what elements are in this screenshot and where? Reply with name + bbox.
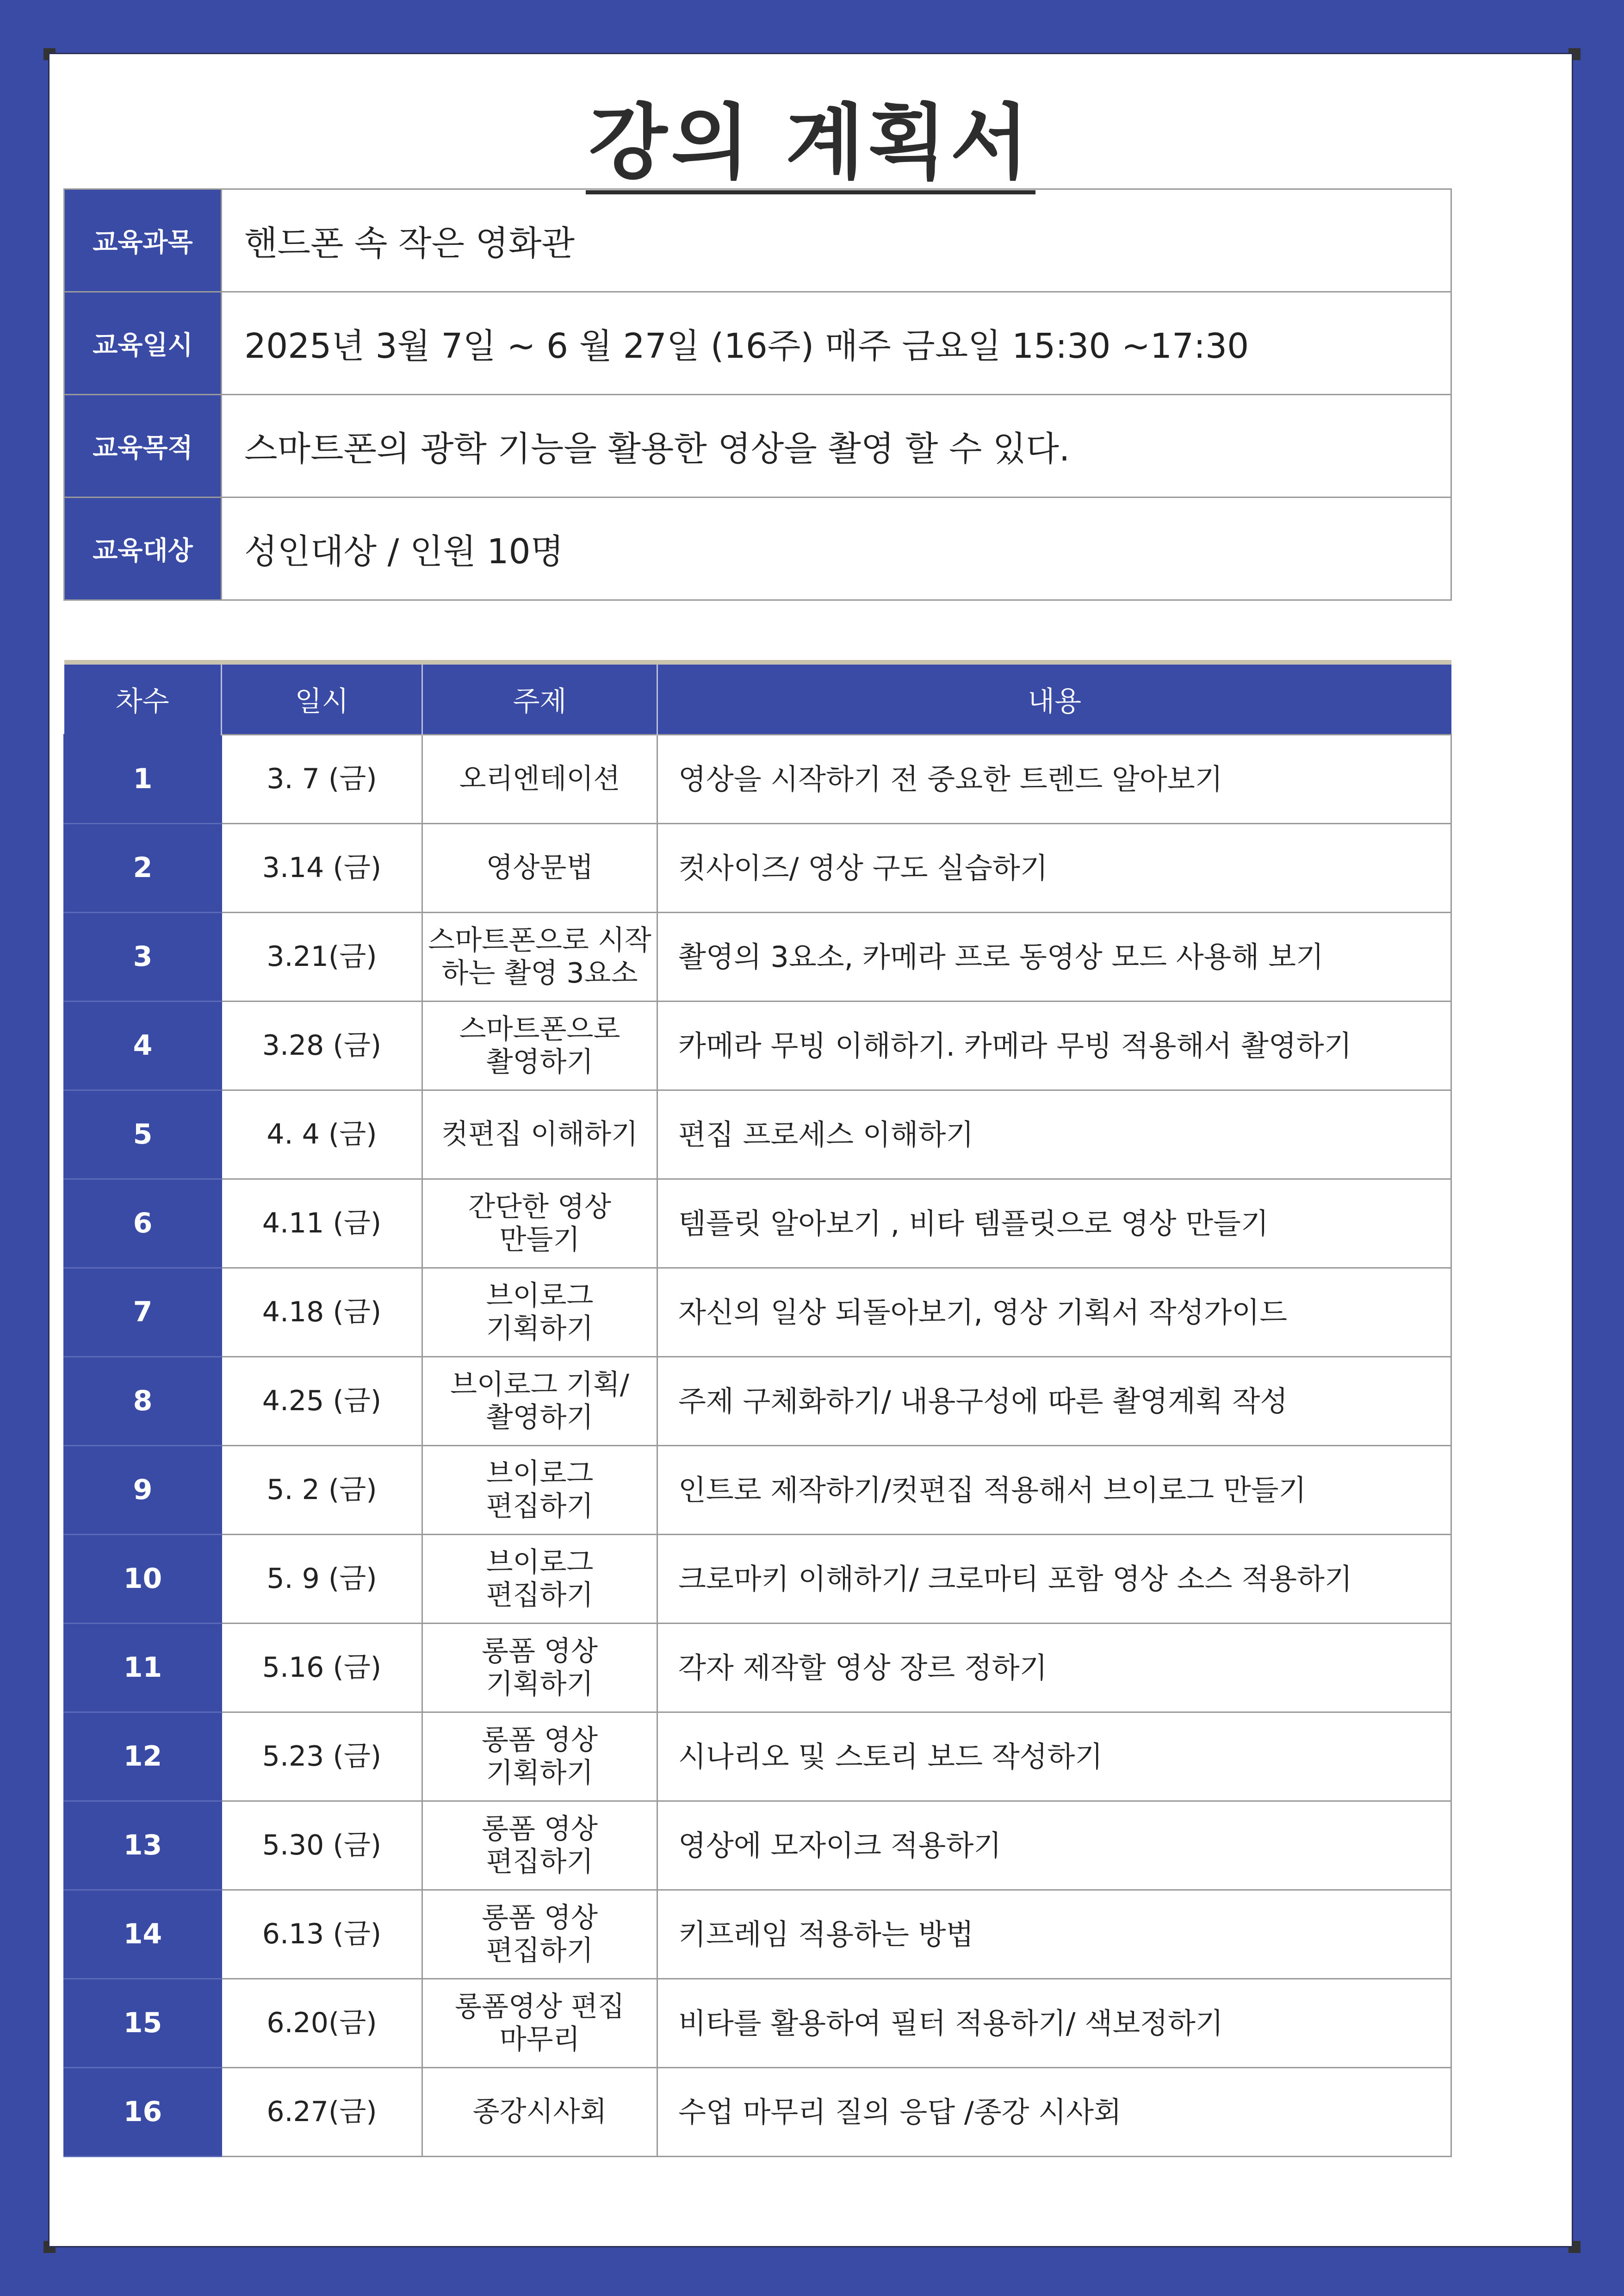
session-topic [422, 1268, 657, 1357]
topic-line: 편집하기 [486, 1579, 594, 1612]
schedule-row [64, 1002, 1451, 1090]
topic-line: 스마트폰으로 [459, 1013, 620, 1045]
info-value: 스마트폰의 광학 기능을 활용한 영상을 촬영 할 수 있다. [222, 395, 1451, 498]
session-topic [422, 1002, 657, 1090]
session-topic [422, 1890, 657, 1979]
session-number: 5 [64, 1090, 222, 1179]
session-content: 키프레임 적용하는 방법 [657, 1890, 1451, 1979]
session-content: 시나리오 및 스토리 보드 작성하기 [657, 1712, 1451, 1801]
topic-line: 촬영하기 [486, 1045, 594, 1078]
session-date: 4. 4 (금) [222, 1090, 422, 1179]
header-session: 차수 [64, 662, 222, 735]
session-content: 카메라 무빙 이해하기. 카메라 무빙 적용해서 촬영하기 [657, 1002, 1451, 1090]
info-row-target [64, 498, 1451, 600]
topic-line: 브이로그 [486, 1279, 594, 1312]
session-topic [422, 1801, 657, 1890]
schedule-row [64, 1090, 1451, 1179]
schedule-table [63, 660, 1452, 2157]
schedule-row [64, 824, 1451, 913]
session-number: 7 [64, 1268, 222, 1357]
header-content: 내용 [657, 662, 1451, 735]
session-number: 9 [64, 1446, 222, 1535]
topic-line: 종강시사회 [472, 2096, 607, 2128]
session-date: 4.18 (금) [222, 1268, 422, 1357]
schedule-row [64, 1179, 1451, 1268]
info-row-subject [64, 189, 1451, 292]
schedule-row [64, 1446, 1451, 1535]
info-label: 교육일시 [64, 292, 222, 395]
topic-line: 브이로그 [486, 1546, 594, 1579]
session-topic [422, 1446, 657, 1535]
topic-line: 롱폼영상 편집 [455, 1990, 625, 2023]
session-number: 4 [64, 1002, 222, 1090]
topic-line: 기획하기 [486, 1756, 594, 1789]
session-content: 크로마키 이해하기/ 크로마티 포함 영상 소스 적용하기 [657, 1535, 1451, 1624]
schedule-row [64, 1357, 1451, 1446]
session-topic [422, 1179, 657, 1268]
page-title: 강의 계획서 [50, 94, 1572, 192]
topic-line: 하는 촬영 3요소 [441, 957, 638, 989]
schedule-row [64, 1268, 1451, 1357]
schedule-row [64, 1712, 1451, 1801]
topic-line: 간단한 영상 [468, 1190, 611, 1223]
session-date: 5. 2 (금) [222, 1446, 422, 1535]
session-topic [422, 1535, 657, 1624]
info-row-schedule [64, 292, 1451, 395]
topic-line: 기획하기 [486, 1668, 594, 1700]
session-content: 촬영의 3요소, 카메라 프로 동영상 모드 사용해 보기 [657, 913, 1451, 1002]
session-content: 주제 구체화하기/ 내용구성에 따른 촬영계획 작성 [657, 1357, 1451, 1446]
schedule-row [64, 1979, 1451, 2068]
session-date: 3. 7 (금) [222, 735, 422, 824]
topic-line: 오리엔테이션 [459, 763, 620, 796]
topic-line: 편집하기 [486, 1490, 594, 1523]
session-topic [422, 1624, 657, 1712]
topic-line: 영상문법 [486, 852, 594, 884]
info-value: 성인대상 / 인원 10명 [222, 498, 1451, 600]
session-content: 인트로 제작하기/컷편집 적용해서 브이로그 만들기 [657, 1446, 1451, 1535]
schedule-row [64, 1890, 1451, 1979]
session-date: 4.11 (금) [222, 1179, 422, 1268]
info-label: 교육과목 [64, 189, 222, 292]
schedule-row [64, 913, 1451, 1002]
session-number: 11 [64, 1624, 222, 1712]
session-topic [422, 824, 657, 913]
session-number: 13 [64, 1801, 222, 1890]
topic-line: 롱폼 영상 [482, 1635, 598, 1668]
session-content: 자신의 일상 되돌아보기, 영상 기획서 작성가이드 [657, 1268, 1451, 1357]
topic-line: 브이로그 기획/ [450, 1368, 630, 1401]
schedule-row [64, 1535, 1451, 1624]
session-number: 8 [64, 1357, 222, 1446]
session-topic [422, 1979, 657, 2068]
topic-line: 컷편집 이해하기 [441, 1118, 638, 1151]
session-content: 수업 마무리 질의 응답 /종강 시사회 [657, 2068, 1451, 2157]
session-number: 10 [64, 1535, 222, 1624]
session-content: 영상을 시작하기 전 중요한 트렌드 알아보기 [657, 735, 1451, 824]
session-content: 영상에 모자이크 적용하기 [657, 1801, 1451, 1890]
session-number: 14 [64, 1890, 222, 1979]
session-date: 3.14 (금) [222, 824, 422, 913]
session-content: 각자 제작할 영상 장르 정하기 [657, 1624, 1451, 1712]
session-content: 템플릿 알아보기 , 비타 템플릿으로 영상 만들기 [657, 1179, 1451, 1268]
info-label: 교육대상 [64, 498, 222, 600]
session-number: 16 [64, 2068, 222, 2157]
session-date: 4.25 (금) [222, 1357, 422, 1446]
session-date: 5.23 (금) [222, 1712, 422, 1801]
info-row-purpose [64, 395, 1451, 498]
topic-line: 만들기 [499, 1223, 580, 1256]
session-date: 5.30 (금) [222, 1801, 422, 1890]
session-content: 편집 프로세스 이해하기 [657, 1090, 1451, 1179]
topic-line: 롱폼 영상 [482, 1901, 598, 1934]
session-topic [422, 913, 657, 1002]
session-content: 비타를 활용하여 필터 적용하기/ 색보정하기 [657, 1979, 1451, 2068]
schedule-row [64, 2068, 1451, 2157]
header-topic: 주제 [422, 662, 657, 735]
session-number: 15 [64, 1979, 222, 2068]
info-label: 교육목적 [64, 395, 222, 498]
topic-line: 롱폼 영상 [482, 1812, 598, 1845]
session-date: 6.20(금) [222, 1979, 422, 2068]
session-date: 6.13 (금) [222, 1890, 422, 1979]
topic-line: 마무리 [499, 2023, 580, 2056]
info-value: 핸드폰 속 작은 영화관 [222, 189, 1451, 292]
session-date: 3.28 (금) [222, 1002, 422, 1090]
topic-line: 편집하기 [486, 1845, 594, 1878]
session-number: 2 [64, 824, 222, 913]
topic-line: 브이로그 [486, 1457, 594, 1490]
session-topic [422, 2068, 657, 2157]
session-number: 12 [64, 1712, 222, 1801]
topic-line: 편집하기 [486, 1934, 594, 1967]
info-value: 2025년 3월 7일 ~ 6 월 27일 (16주) 매주 금요일 15:30 ~17:30 [222, 292, 1451, 395]
schedule-row [64, 1624, 1451, 1712]
schedule-row [64, 1801, 1451, 1890]
topic-line: 촬영하기 [486, 1401, 594, 1434]
session-date: 3.21(금) [222, 913, 422, 1002]
course-info-table [63, 188, 1452, 601]
session-date: 5.16 (금) [222, 1624, 422, 1712]
topic-line: 롱폼 영상 [482, 1724, 598, 1756]
topic-line: 기획하기 [486, 1312, 594, 1345]
session-date: 6.27(금) [222, 2068, 422, 2157]
session-date: 5. 9 (금) [222, 1535, 422, 1624]
session-topic [422, 1357, 657, 1446]
topic-line: 스마트폰으로 시작 [428, 924, 651, 957]
session-topic [422, 735, 657, 824]
session-topic [422, 1712, 657, 1801]
session-topic [422, 1090, 657, 1179]
session-number: 1 [64, 735, 222, 824]
session-number: 6 [64, 1179, 222, 1268]
header-date: 일시 [222, 662, 422, 735]
schedule-header-row [64, 662, 1451, 735]
session-content: 컷사이즈/ 영상 구도 실습하기 [657, 824, 1451, 913]
schedule-row [64, 735, 1451, 824]
session-number: 3 [64, 913, 222, 1002]
